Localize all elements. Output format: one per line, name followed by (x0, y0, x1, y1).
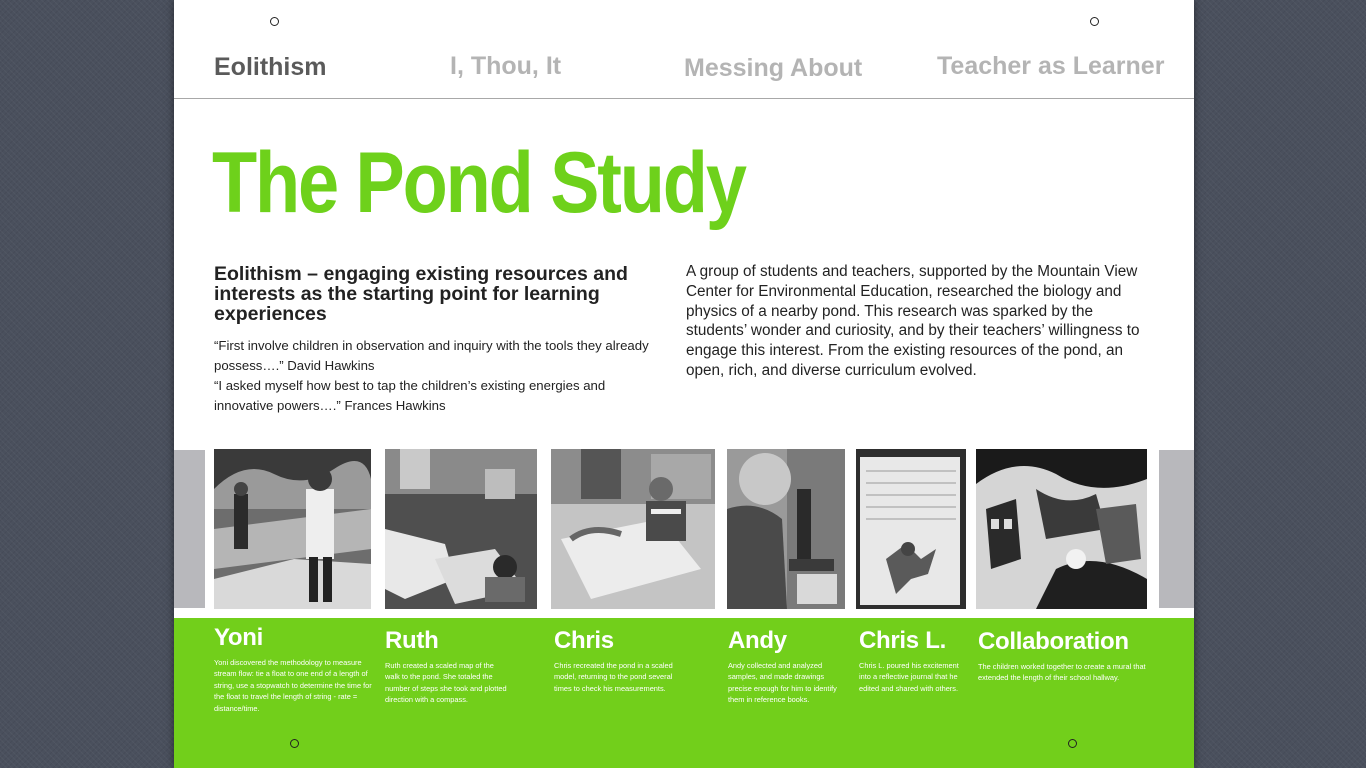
caption-collaboration (978, 628, 1158, 684)
caption-ruth (385, 627, 510, 706)
photo-yoni (214, 449, 371, 609)
photo-strip-right-bar (1159, 450, 1194, 608)
caption-text: Chris L. poured his excitement into a reflective journal that he edited and shared with others. (859, 661, 959, 693)
photo-ruth (385, 449, 537, 609)
caption-name: Chris (554, 627, 614, 654)
caption-text: Chris recreated the pond in a scaled model, returning to the pond several times to check his measurements. (554, 661, 673, 693)
photo-collaboration (976, 449, 1147, 609)
captions-band (174, 618, 1194, 768)
caption-name: Chris L. (859, 627, 946, 654)
photo-chris-l (856, 449, 966, 609)
caption-text: Ruth created a scaled map of the walk to the pond. She totaled the number of steps she took and plotted direction with a compass. (385, 661, 507, 705)
quote-frances-hawkins: “I asked myself how best to tap the children’s existing energies and innovative powers….” Frances Hawkins (214, 378, 606, 413)
quote-david-hawkins: “First involve children in observation and inquiry with the tools they already possess….” David Hawkins (214, 338, 649, 373)
tab-eolithism[interactable]: Eolithism (214, 53, 327, 81)
caption-text: Andy collected and analyzed samples, and made drawings precise enough for him to identify them in reference books. (728, 661, 837, 705)
binder-hole-bottom-left (290, 739, 299, 748)
intro-left-column (214, 264, 654, 416)
caption-yoni (214, 624, 374, 714)
section-heading: Eolithism – engaging existing resources and interests as the starting point for learning experiences (214, 263, 628, 325)
caption-text: The children worked together to create a mural that extended the length of their school hallway. (978, 662, 1146, 683)
tab-teacher-as-learner[interactable]: Teacher as Learner (937, 52, 1165, 80)
photo-andy (727, 449, 845, 609)
caption-text: Yoni discovered the methodology to measure stream flow: tie a float to one end of a length of string, use a stopwatch to determine the time for the float to travel the length of string - rate = distance/time. (214, 658, 372, 713)
document-page (174, 0, 1194, 768)
caption-chris (554, 627, 674, 694)
caption-name: Ruth (385, 627, 439, 654)
binder-hole-bottom-right (1068, 739, 1077, 748)
caption-andy (728, 627, 838, 706)
caption-name: Andy (728, 627, 787, 654)
photo-chris (551, 449, 715, 609)
caption-name: Yoni (214, 624, 264, 651)
intro-paragraph: A group of students and teachers, supported by the Mountain View Center for Environmental Education, researched the biology and physics of a nearby pond. This research was sparked by the students’ wonder and curiosity, and by their teachers’ willingness to engage this interest. From the existing resources of the pond, an open, rich, and diverse curriculum evolved. (686, 263, 1140, 379)
tab-i-thou-it[interactable]: I, Thou, It (450, 52, 562, 80)
tab-messing-about[interactable]: Messing About (684, 54, 863, 82)
photo-strip-left-bar (174, 450, 205, 608)
page-title: The Pond Study (212, 135, 745, 231)
top-navigation (174, 0, 1194, 99)
caption-chris-l (859, 627, 969, 694)
caption-name: Collaboration (978, 628, 1129, 655)
